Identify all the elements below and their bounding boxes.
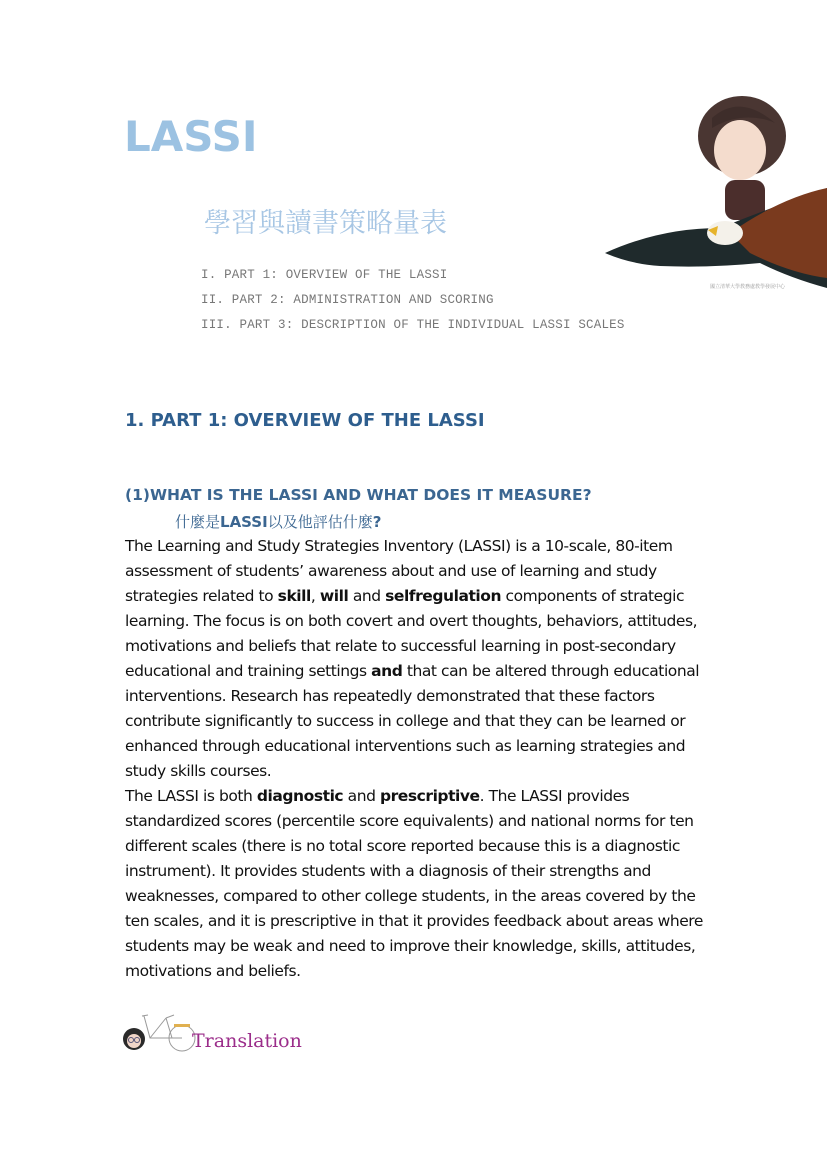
bold-term: will [319, 587, 349, 605]
illustration-watermark: 國立清華大學教務處教學發展中心 [710, 284, 786, 290]
subsection-heading: (1)WHAT IS THE LASSI AND WHAT DOES IT MEASURE? [125, 486, 592, 504]
text: . The LASSI provides standardized scores (percentile score equivalents) and national norms for ten different scales (there is no total score reported because this is a diagnostic instrument). It provides students with a diagnosis of their strengths and weaknesses, compared to other college students, in the areas covered by the ten scales, and it is prescriptive in that it provides feedback about areas where students may be weak and need to improve their knowledge, skills, attitudes, motivations and beliefs. [125, 787, 703, 980]
paragraph-2 [125, 784, 710, 984]
toc-item: III. PART 3: DESCRIPTION OF THE INDIVIDUAL LASSI SCALES [201, 318, 625, 332]
text: 什麼是 [175, 513, 221, 531]
document-subtitle: 學習與讀書策略量表 [204, 208, 447, 239]
text-bold: ? [372, 513, 382, 531]
text: components of strategic learning. The focus is on both covert and overt thoughts, behaviors, attitudes, motivations and beliefs that relate to successful learning in post-secondary educational and training settings [125, 587, 698, 680]
bold-term: skill [277, 587, 311, 605]
section-heading: 1. PART 1: OVERVIEW OF THE LASSI [125, 410, 485, 431]
text: , [310, 587, 320, 605]
bold-term: diagnostic [256, 787, 344, 805]
bold-term: selfregulation [385, 587, 502, 605]
text: and [348, 587, 386, 605]
document-title: LASSI [124, 112, 258, 161]
translation-label: Translation [192, 1030, 302, 1052]
body-text [125, 534, 710, 984]
toc-item: I. PART 1: OVERVIEW OF THE LASSI [201, 268, 448, 282]
bold-term: and [371, 662, 403, 680]
text: that can be altered through educational interventions. Research has repeatedly demonstrated that these factors contribute significantly to success in college and that they can be learned or enhanced through educational interventions such as learning strategies and study skills courses. [125, 662, 700, 780]
text-bold: LASSI [220, 513, 268, 531]
text: 以及他評估什麼 [267, 513, 373, 531]
text: The Learning and Study Strategies Inventory (LASSI) is a 10-scale, 80-item assessment of students’ awareness about and use of learning and study strategies related to [125, 537, 673, 605]
bold-term: prescriptive [379, 787, 480, 805]
girl-on-eagle-illustration [600, 88, 827, 298]
paragraph-1 [125, 534, 710, 784]
toc-item: II. PART 2: ADMINISTRATION AND SCORING [201, 293, 494, 307]
subsection-heading-zh [175, 511, 381, 532]
text: The LASSI is both [125, 787, 257, 805]
text: and [343, 787, 380, 805]
